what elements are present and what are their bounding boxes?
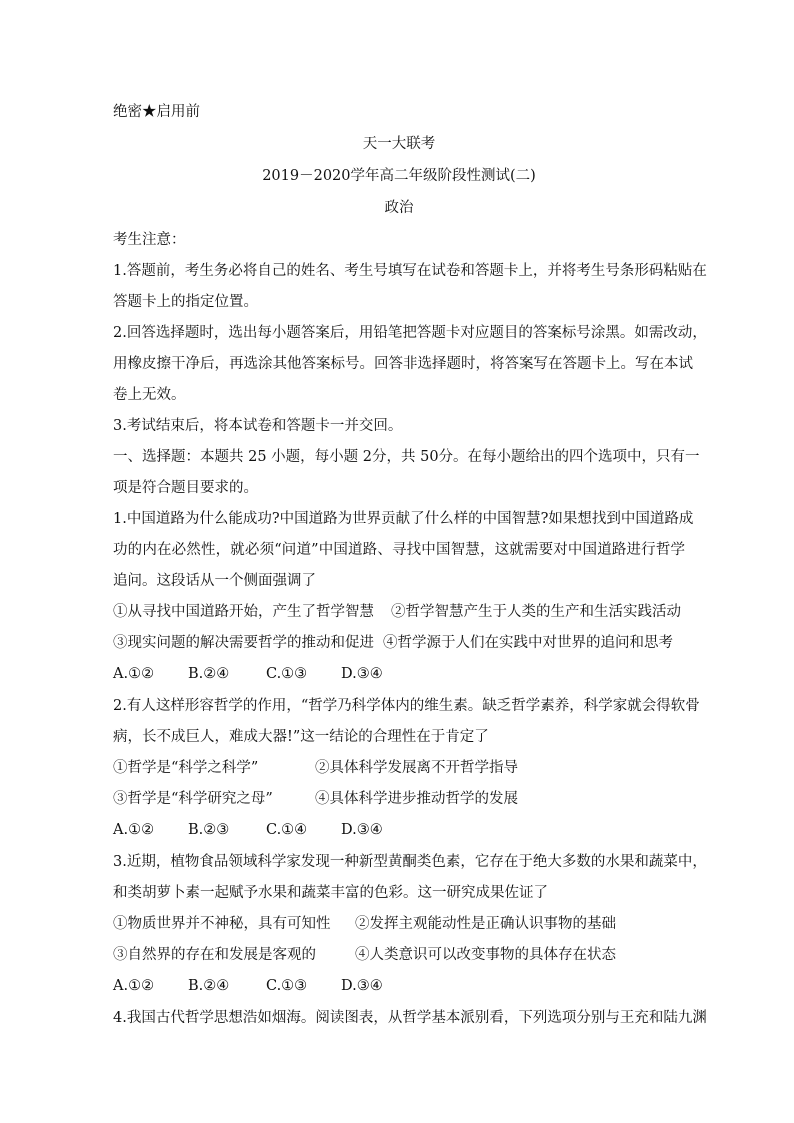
- q1-stem-line-2: 功的内在必然性，就必须“问道”中国道路、寻找中国智慧，这就需要对中国道路进行哲学: [113, 542, 685, 558]
- q3-option-c: C.①③: [266, 978, 308, 994]
- subject-title: 政治: [384, 200, 414, 216]
- q1-statement-1: ①从寻找中国道路开始，产生了哲学智慧: [113, 604, 374, 620]
- notice-item-2-line-2: 用橡皮擦干净后，再选涂其他答案标号。回答非选择题时，将答案写在答题卡上。写在本试: [113, 356, 693, 372]
- q3-option-d: D.③④: [341, 978, 383, 994]
- q3-statement-2: ②发挥主观能动性是正确认识事物的基础: [355, 916, 616, 932]
- confidential-mark: 绝密★启用前: [113, 104, 200, 120]
- notice-item-2-line-1: 2.回答选择题时，选出每小题答案后，用铅笔把答题卡对应题目的答案标号涂黑。如需改动，: [113, 325, 707, 341]
- q2-stem-line-1: 2.有人这样形容哲学的作用，“哲学乃科学体内的维生素。缺乏哲学素养，科学家就会得软骨: [113, 698, 700, 714]
- q3-stem-line-1: 3.近期，植物食品领域科学家发现一种新型黄酮类色素，它存在于绝大多数的水果和蔬菜中，: [113, 854, 707, 870]
- q1-option-a: A.①②: [113, 666, 155, 682]
- notice-item-2-line-3: 卷上无效。: [113, 387, 186, 403]
- notice-item-1-line-2: 答题卡上的指定位置。: [113, 294, 258, 310]
- section-heading-line-2: 项是符合题目要求的。: [113, 480, 258, 496]
- q1-option-d: D.③④: [341, 666, 383, 682]
- q3-statement-3: ③自然界的存在和发展是客观的: [113, 947, 316, 963]
- section-heading-line-1: 一、选择题：本题共 25 小题，每小题 2分，共 50分。在每小题给出的四个选项中，只有一: [113, 449, 700, 465]
- notice-item-3: 3.考试结束后，将本试卷和答题卡一并交回。: [113, 418, 403, 434]
- q3-option-b: B.②④: [188, 978, 230, 994]
- notice-item-1-line-1: 1.答题前，考生务必将自己的姓名、考生号填写在试卷和答题卡上，并将考生号条形码粘贴在: [113, 263, 707, 279]
- q1-statement-3: ③现实问题的解决需要哲学的推动和促进: [113, 635, 374, 651]
- q3-statement-1: ①物质世界并不神秘，具有可知性: [113, 916, 331, 932]
- q2-option-a: A.①②: [113, 822, 155, 838]
- q1-option-c: C.①③: [266, 666, 308, 682]
- q2-statement-3: ③哲学是“科学研究之母”: [113, 791, 273, 807]
- q2-option-d: D.③④: [341, 822, 383, 838]
- q2-statement-4: ④具体科学进步推动哲学的发展: [315, 791, 518, 807]
- q2-option-b: B.②③: [188, 822, 230, 838]
- notice-title: 考生注意：: [113, 232, 186, 248]
- q2-stem-line-2: 病，长不成巨人，难成大器!”这一结论的合理性在于肯定了: [113, 729, 489, 745]
- q2-statement-1: ①哲学是“科学之科学”: [113, 760, 259, 776]
- q1-statement-2: ②哲学智慧产生于人类的生产和生活实践活动: [391, 604, 681, 620]
- q1-option-b: B.②④: [188, 666, 230, 682]
- q1-statement-4: ④哲学源于人们在实践中对世界的追问和思考: [383, 635, 673, 651]
- q3-stem-line-2: 和类胡萝卜素一起赋予水果和蔬菜丰富的色彩。这一研究成果佐证了: [113, 885, 548, 901]
- q2-statement-2: ②具体科学发展离不开哲学指导: [315, 760, 518, 776]
- q3-option-a: A.①②: [113, 978, 155, 994]
- exam-organizer: 天一大联考: [362, 136, 436, 152]
- q4-stem-line-1: 4.我国古代哲学思想浩如烟海。阅读图表，从哲学基本派别看，下列选项分别与王充和陆九渊: [113, 1010, 707, 1026]
- exam-title: 2019－2020学年高二年级阶段性测试(二): [262, 168, 536, 184]
- q3-statement-4: ④人类意识可以改变事物的具体存在状态: [355, 947, 616, 963]
- q1-stem-line-1: 1.中国道路为什么能成功?中国道路为世界贡献了什么样的中国智慧?如果想找到中国道路成: [113, 511, 694, 527]
- q2-option-c: C.①④: [266, 822, 308, 838]
- q1-stem-line-3: 追问。这段话从一个侧面强调了: [113, 573, 316, 589]
